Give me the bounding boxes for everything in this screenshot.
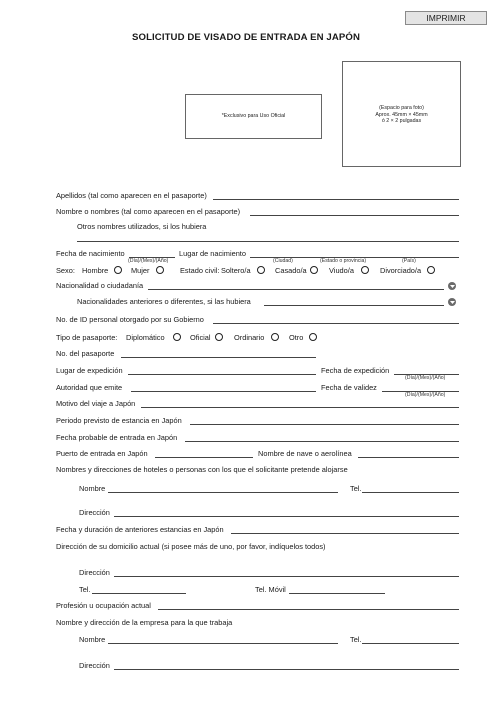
trip-purpose-field[interactable] <box>141 407 459 408</box>
employer-label: Nombre y dirección de la empresa para la que trabaja <box>56 618 233 627</box>
entry-date-field[interactable] <box>185 441 459 442</box>
stay-period-field[interactable] <box>190 424 459 425</box>
hotel-name-field[interactable] <box>108 492 338 493</box>
ship-airline-field[interactable] <box>358 457 459 458</box>
passport-no-label: No. del pasaporte <box>56 349 115 358</box>
single-radio[interactable] <box>257 266 265 274</box>
photo-label-3: ó 2 × 2 pulgadas <box>381 118 422 124</box>
photo-label-1: (Espacio para foto) <box>379 105 424 111</box>
prev-nationalities-label: Nacionalidades anteriores o diferentes, si las hubiera <box>77 297 251 306</box>
official-use-box <box>185 94 322 139</box>
birth-date-hint: (Día)/(Mes)/(Año) <box>128 258 169 264</box>
employer-address-field[interactable] <box>114 669 459 670</box>
prev-stays-field[interactable] <box>231 533 459 534</box>
other-names-field[interactable] <box>77 241 459 242</box>
form-title: SOLICITUD DE VISADO DE ENTRADA EN JAPÓN <box>132 32 360 43</box>
other-names-label: Otros nombres utilizados, si los hubiera <box>77 222 207 231</box>
stay-period-label: Periodo previsto de estancia en Japón <box>56 416 182 425</box>
hotel-address-field[interactable] <box>114 516 459 517</box>
nationality-field[interactable] <box>148 289 444 290</box>
gov-id-label: No. de ID personal otorgado por su Gobierno <box>56 315 204 324</box>
diplomatic-label: Diplomático <box>126 333 165 342</box>
single-label: Soltero/a <box>221 266 251 275</box>
issue-place-label: Lugar de expedición <box>56 366 123 375</box>
city-hint: (Ciudad) <box>273 258 293 264</box>
surnames-field[interactable] <box>213 199 459 200</box>
hotel-tel-label: Tel. <box>350 484 362 493</box>
hotels-label: Nombres y direcciones de hoteles o personas con los que el solicitante pretende alojarse <box>56 465 348 474</box>
issuing-authority-label: Autoridad que emite <box>56 383 123 392</box>
issue-date-label: Fecha de expedición <box>321 366 390 375</box>
divorced-label: Divorciado/a <box>380 266 422 275</box>
print-button[interactable]: IMPRIMIR <box>405 11 487 25</box>
mobile-label: Tel. Móvil <box>255 585 286 594</box>
entry-port-label: Puerto de entrada en Japón <box>56 449 148 458</box>
female-radio[interactable] <box>156 266 164 274</box>
hotel-address-label: Dirección <box>79 508 110 517</box>
ordinary-label: Ordinario <box>234 333 265 342</box>
sex-label: Sexo: <box>56 266 75 275</box>
home-tel-field[interactable] <box>92 593 186 594</box>
hotel-tel-field[interactable] <box>362 492 459 493</box>
entry-date-label: Fecha probable de entrada en Japón <box>56 433 178 442</box>
prev-nationalities-dropdown-icon[interactable] <box>448 298 456 306</box>
birth-date-label: Fecha de nacimiento <box>56 249 125 258</box>
widowed-label: Viudo/a <box>329 266 354 275</box>
ordinary-radio[interactable] <box>271 333 279 341</box>
issue-place-field[interactable] <box>128 374 316 375</box>
profession-field[interactable] <box>158 609 459 610</box>
official-radio[interactable] <box>215 333 223 341</box>
other-radio[interactable] <box>309 333 317 341</box>
photo-label-2: Aprox. 45mm × 45mm <box>375 111 428 118</box>
employer-tel-field[interactable] <box>362 643 459 644</box>
male-label: Hombre <box>82 266 109 275</box>
diplomatic-radio[interactable] <box>173 333 181 341</box>
gov-id-field[interactable] <box>213 323 459 324</box>
expiry-date-hint: (Día)/(Mes)/(Año) <box>405 392 446 398</box>
nationality-label: Nacionalidad o ciudadanía <box>56 281 144 290</box>
birth-place-label: Lugar de nacimiento <box>179 249 246 258</box>
male-radio[interactable] <box>114 266 122 274</box>
surnames-label: Apellidos (tal como aparecen en el pasaporte) <box>56 191 207 200</box>
employer-address-label: Dirección <box>79 661 110 670</box>
civil-status-label: Estado civil: <box>180 266 220 275</box>
photo-box[interactable] <box>342 61 461 167</box>
issuing-authority-field[interactable] <box>131 391 316 392</box>
profession-label: Profesión u ocupación actual <box>56 601 151 610</box>
passport-no-field[interactable] <box>121 357 316 358</box>
other-label: Otro <box>289 333 304 342</box>
expiry-date-label: Fecha de validez <box>321 383 377 392</box>
given-names-label: Nombre o nombres (tal como aparecen en el pasaporte) <box>56 207 241 216</box>
prev-stays-label: Fecha y duración de anteriores estancias en Japón <box>56 525 224 534</box>
official-label: Oficial <box>190 333 211 342</box>
entry-port-field[interactable] <box>155 457 253 458</box>
ship-airline-label: Nombre de nave o aerolínea <box>258 449 352 458</box>
employer-name-label: Nombre <box>79 635 106 644</box>
home-address-line-label: Dirección <box>79 568 110 577</box>
issue-date-hint: (Día)/(Mes)/(Año) <box>405 375 446 381</box>
trip-purpose-label: Motivo del viaje a Japón <box>56 399 136 408</box>
widowed-radio[interactable] <box>361 266 369 274</box>
country-hint: (País) <box>402 258 416 264</box>
home-address-field[interactable] <box>114 576 459 577</box>
married-label: Casado/a <box>275 266 307 275</box>
prev-nationalities-field[interactable] <box>264 305 444 306</box>
employer-tel-label: Tel. <box>350 635 362 644</box>
divorced-radio[interactable] <box>427 266 435 274</box>
given-names-field[interactable] <box>250 215 459 216</box>
state-hint: (Estado o provincia) <box>320 258 367 264</box>
passport-type-label: Tipo de pasaporte: <box>56 333 118 342</box>
home-address-label: Dirección de su domicilio actual (si posee más de uno, por favor, indíquelos todos) <box>56 542 326 551</box>
home-tel-label: Tel. <box>79 585 91 594</box>
employer-name-field[interactable] <box>108 643 338 644</box>
female-label: Mujer <box>131 266 150 275</box>
hotel-name-label: Nombre <box>79 484 106 493</box>
nationality-dropdown-icon[interactable] <box>448 282 456 290</box>
married-radio[interactable] <box>310 266 318 274</box>
official-use-label: *Exclusivo para Uso Oficial <box>221 113 286 120</box>
mobile-field[interactable] <box>289 593 385 594</box>
